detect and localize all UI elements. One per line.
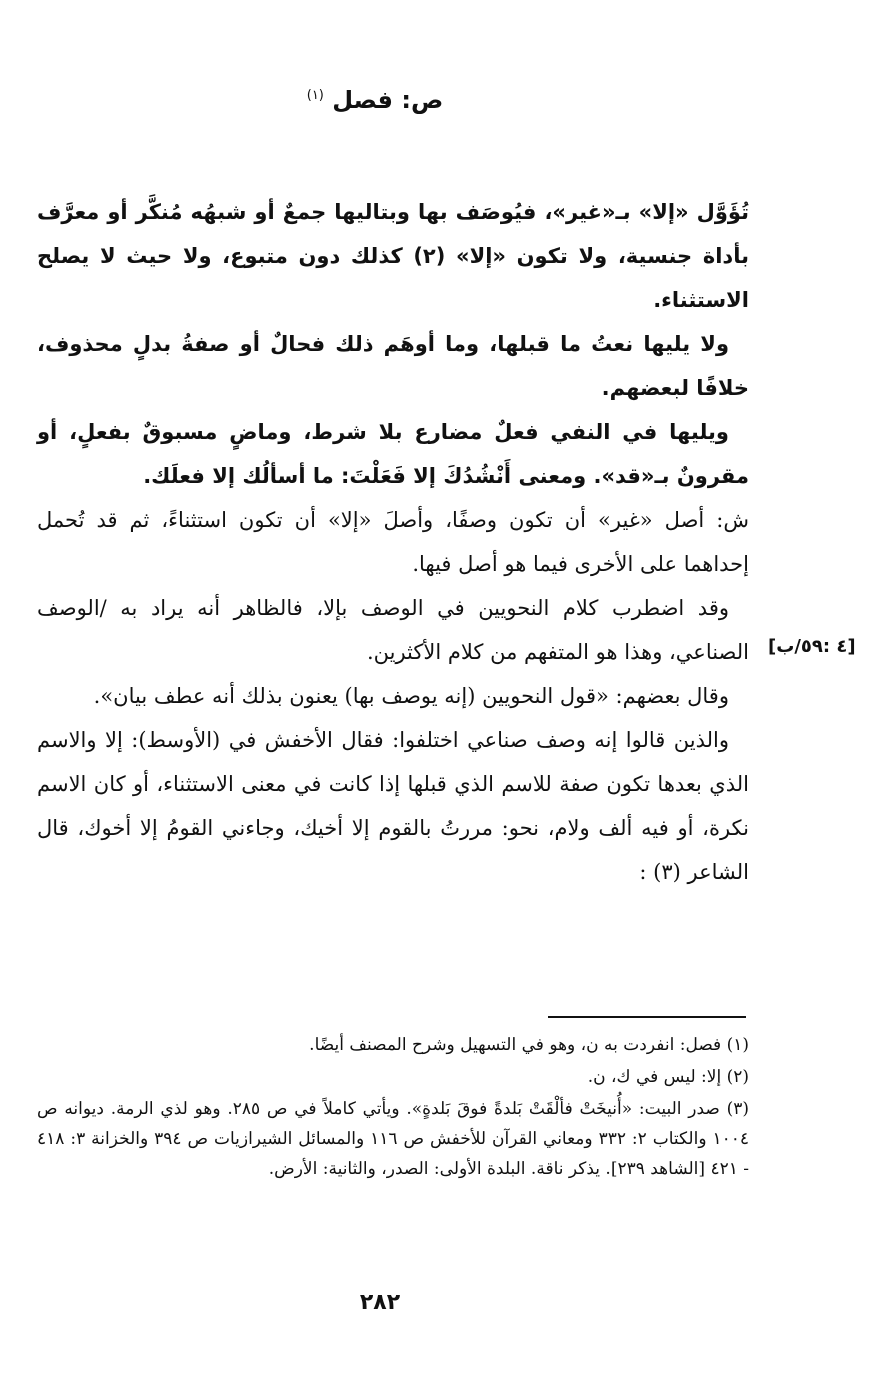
footnote-1: (١) فصل: انفردت به ن، وهو في التسهيل وشرح المصنف أيضًا. <box>309 1035 749 1055</box>
footnotes-block <box>37 1030 749 1186</box>
heading-footnote-ref: (١) <box>306 88 324 103</box>
footnote-separator <box>548 1016 746 1018</box>
paragraph-sharh-2: وقد اضطرب كلام النحويين في الوصف بإلا، فالظاهر أنه يراد به /الوصف الصناعي، وهذا هو المتفهم من كلام الأكثرين. <box>37 596 749 664</box>
footnote-2: (٢) إلا: ليس في ك، ن. <box>587 1067 749 1087</box>
paragraph-matn-1: تُؤَوَّل «إلا» بـ«غير»، فيُوصَف بها وبتاليها جمعٌ أو شبهُه مُنكَّر أو معرَّف بأداة جنسية، ولا تكون «إلا» (٢) كذلك دون متبوع، ولا حيث لا يصلح الاستثناء. <box>37 200 749 312</box>
main-text-block <box>37 190 749 894</box>
paragraph-sharh-3: وقال بعضهم: «قول النحويين (إنه يوصف بها) يعنون بذلك أنه عطف بيان». <box>93 684 729 708</box>
footnote-3: (٣) صدر البيت: «أُنيخَتْ فألْقَتْ بَلدةً فوقَ بَلدةٍ». ويأتي كاملاً في ص ٢٨٥. وهو لذي الرمة. ديوانه ص ١٠٠٤ والكتاب ٢: ٣٣٢ ومعاني القرآن للأخفش ص ١١٦ والمسائل الشيرازيات ص ٣٩٤ والخزانة ٣: ٤١٨ - ٤٢١ [الشاهد ٢٣٩]. يذكر ناقة. البلدة الأولى: الصدر، والثانية: الأرض. <box>37 1099 749 1179</box>
paragraph-matn-2: ولا يليها نعتُ ما قبلها، وما أوهَم ذلك فحالٌ أو صفةُ بدلٍ محذوف، خلافًا لبعضهم. <box>37 332 749 400</box>
paragraph-sharh-1: ش: أصل «غير» أن تكون وصفًا، وأصلَ «إلا» أن تكون استثناءً، ثم قد تُحمل إحداهما على الأخرى فيما هو أصل فيها. <box>37 508 749 576</box>
manuscript-folio-marker: [٤ :٥٩/ب] <box>768 636 856 657</box>
page-number: ٢٨٢ <box>359 1290 401 1315</box>
paragraph-sharh-4: والذين قالوا إنه وصف صناعي اختلفوا: فقال الأخفش في (الأوسط): إلا والاسم الذي بعدها تكون صفة للاسم الذي قبلها إذا كانت في معنى الاستثناء، أو كان الاسم نكرة، أو فيه ألف ولام، نحو: مررتُ بالقوم إلا أخيك، وجاءني القومُ إلا أخوك، قال الشاعر (٣) : <box>37 728 749 884</box>
paragraph-matn-3: ويليها في النفي فعلٌ مضارع بلا شرط، وماضٍ مسبوقٌ بفعلٍ، أو مقرونٌ بـ«قد». ومعنى أَنْشُدُكَ إلا فَعَلْتَ: ما أسألُك إلا فعلَك. <box>37 420 749 488</box>
heading-text: ص: فصل <box>332 86 444 114</box>
section-heading <box>0 86 750 114</box>
